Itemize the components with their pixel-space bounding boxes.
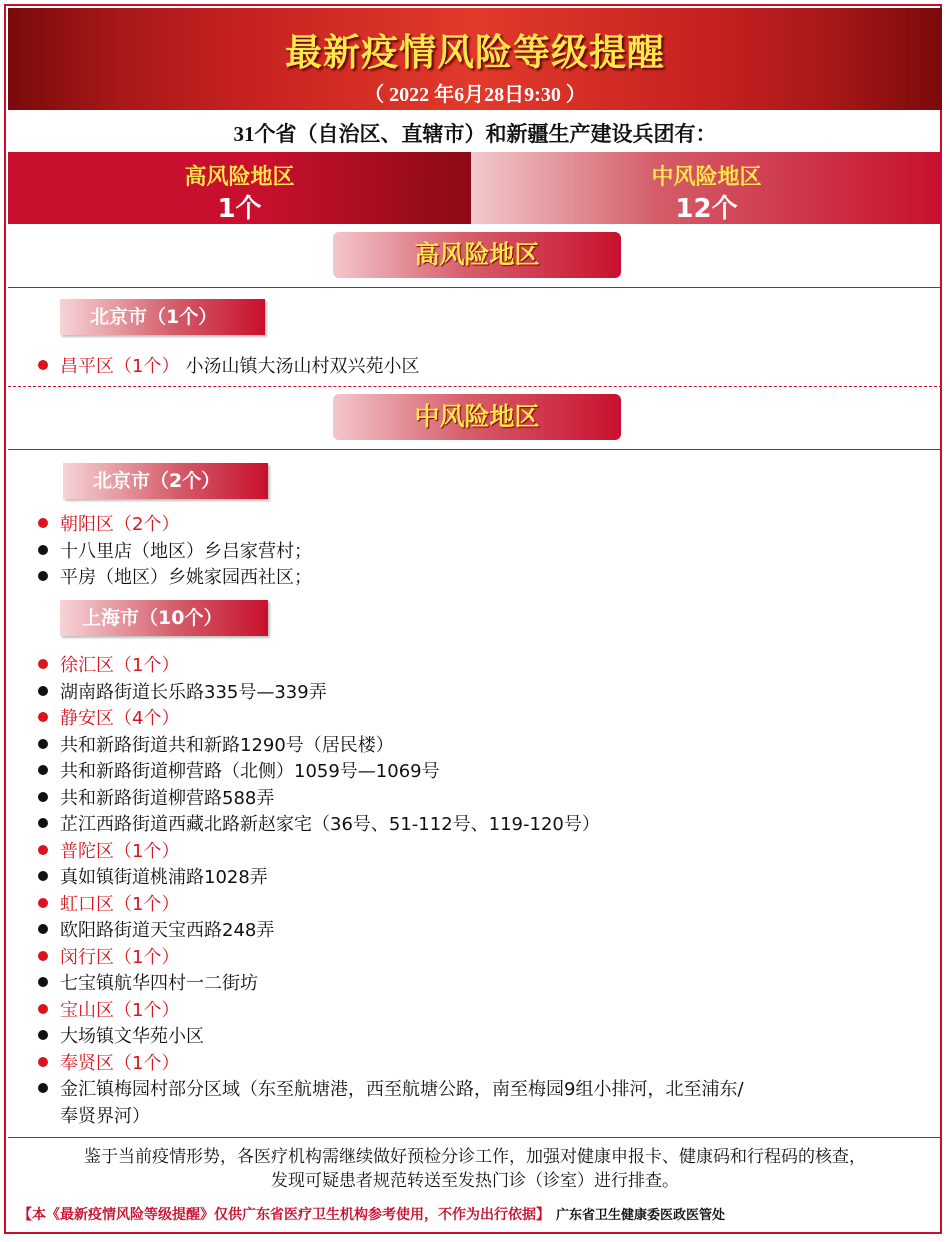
bullet-icon bbox=[38, 686, 48, 696]
bullet-icon bbox=[38, 871, 48, 881]
location-item bbox=[38, 916, 274, 942]
bullet-icon bbox=[38, 977, 48, 987]
district-label: 徐汇区（1个） bbox=[60, 655, 180, 676]
notice-line-1: 鉴于当前疫情形势，各医疗机构需继续做好预检分诊工作，加强对健康申报卡、健康码和行程码的核查， bbox=[84, 1147, 866, 1167]
update-time: （ 2022 年6月28日9:30 ） bbox=[364, 84, 586, 106]
high-risk-heading: 高风险地区 bbox=[333, 232, 621, 278]
section-divider bbox=[8, 1137, 942, 1138]
summary-mid-count: 12个 bbox=[675, 194, 738, 224]
bullet-icon bbox=[38, 545, 48, 555]
location-text: 共和新路街道柳营路588弄 bbox=[60, 787, 275, 809]
district-label: 静安区（4个） bbox=[60, 708, 180, 729]
bullet-icon bbox=[38, 1004, 48, 1014]
location-text: 真如镇街道桃浦路1028弄 bbox=[60, 867, 268, 888]
district-item bbox=[38, 890, 179, 916]
location-text: 湖南路街道长乐路335号—339弄 bbox=[60, 681, 327, 703]
district-item bbox=[38, 943, 179, 969]
summary-mid-label: 中风险地区 bbox=[651, 165, 762, 190]
bullet-icon bbox=[38, 951, 48, 961]
bullet-icon bbox=[38, 659, 48, 669]
bullet-icon bbox=[38, 360, 48, 370]
location-item bbox=[60, 1102, 150, 1128]
city-beijing-mid: 北京市（2个） bbox=[63, 463, 268, 499]
summary-high-count: 1个 bbox=[217, 194, 262, 224]
bullet-icon bbox=[38, 1030, 48, 1040]
intro-text: 31个省（自治区、直辖市）和新疆生产建设兵团有： bbox=[233, 122, 717, 146]
bullet-icon bbox=[38, 792, 48, 802]
footer bbox=[18, 1204, 725, 1224]
location-item bbox=[38, 784, 274, 810]
location-item bbox=[38, 678, 327, 704]
district-item bbox=[38, 837, 179, 863]
bullet-icon bbox=[38, 924, 48, 934]
location-item bbox=[38, 1075, 744, 1101]
location-text: 金汇镇梅园村部分区域（东至航塘港，西至航塘公路，南至梅园9组小排河，北至浦东/ bbox=[60, 1079, 744, 1100]
location-item bbox=[38, 537, 312, 563]
section-divider bbox=[8, 449, 942, 450]
page-title: 最新疫情风险等级提醒 bbox=[285, 31, 665, 74]
location-item bbox=[38, 969, 258, 995]
city-beijing-high: 北京市（1个） bbox=[60, 299, 265, 335]
location-text: 大场镇文华苑小区 bbox=[60, 1026, 204, 1047]
district-label: 普陀区（1个） bbox=[60, 840, 180, 862]
location-text: 平房（地区）乡姚家园西社区； bbox=[60, 567, 312, 588]
location-text: 共和新路街道共和新路1290号（居民楼） bbox=[60, 734, 394, 756]
bullet-icon bbox=[38, 739, 48, 749]
district-item bbox=[38, 996, 179, 1022]
location-item bbox=[38, 757, 440, 783]
bullet-icon bbox=[38, 571, 48, 581]
district-label: 虹口区（1个） bbox=[60, 893, 180, 915]
issuing-organization: 广东省卫生健康委医政医管处 bbox=[556, 1208, 726, 1223]
district-item bbox=[38, 510, 179, 536]
mid-risk-heading: 中风险地区 bbox=[333, 394, 621, 440]
bullet-icon bbox=[38, 765, 48, 775]
location-text: 共和新路街道柳营路（北侧）1059号—1069号 bbox=[60, 761, 440, 782]
location-text: 奉贤界河） bbox=[60, 1105, 150, 1127]
location-item bbox=[38, 1022, 204, 1048]
bullet-icon bbox=[38, 712, 48, 722]
summary-high-risk bbox=[8, 152, 471, 224]
district-item bbox=[38, 651, 179, 677]
section-divider bbox=[8, 287, 942, 288]
bullet-icon bbox=[38, 1083, 48, 1093]
district-label: 奉贤区（1个） bbox=[60, 1052, 180, 1074]
city-shanghai-mid: 上海市（10个） bbox=[60, 600, 268, 636]
location-text: 欧阳路街道天宝西路248弄 bbox=[60, 920, 275, 941]
location-text: 芷江西路街道西藏北路新赵家宅（36号、51-112号、119-120号） bbox=[60, 814, 600, 835]
district-label: 朝阳区（2个） bbox=[60, 514, 180, 535]
location-item bbox=[38, 731, 394, 757]
district-label: 闵行区（1个） bbox=[60, 946, 180, 968]
bullet-icon bbox=[38, 1057, 48, 1067]
disclaimer-text: 【本《最新疫情风险等级提醒》仅供广东省医疗卫生机构参考使用，不作为出行依据】 bbox=[18, 1207, 550, 1223]
location-text: 七宝镇航华四村一二街坊 bbox=[60, 973, 258, 994]
bullet-icon bbox=[38, 818, 48, 828]
district-item bbox=[38, 1049, 179, 1075]
bullet-icon bbox=[38, 898, 48, 908]
section-divider-dashed bbox=[8, 386, 942, 387]
header-banner bbox=[8, 8, 942, 110]
location-item bbox=[38, 863, 268, 889]
location-text: 十八里店（地区）乡吕家营村； bbox=[60, 540, 312, 562]
notice-line-2: 发现可疑患者规范转送至发热门诊（诊室）进行排查。 bbox=[271, 1171, 679, 1191]
location-item bbox=[38, 810, 600, 836]
location-detail: 小汤山镇大汤山村双兴苑小区 bbox=[185, 356, 420, 377]
district-label: 宝山区（1个） bbox=[60, 999, 180, 1021]
district-item bbox=[38, 352, 419, 378]
summary-mid-risk bbox=[471, 152, 942, 224]
bullet-icon bbox=[38, 845, 48, 855]
summary-high-label: 高风险地区 bbox=[184, 165, 295, 190]
location-item bbox=[38, 563, 312, 589]
bullet-icon bbox=[38, 518, 48, 528]
district-item bbox=[38, 704, 179, 730]
district-label: 昌平区（1个） bbox=[60, 356, 180, 377]
